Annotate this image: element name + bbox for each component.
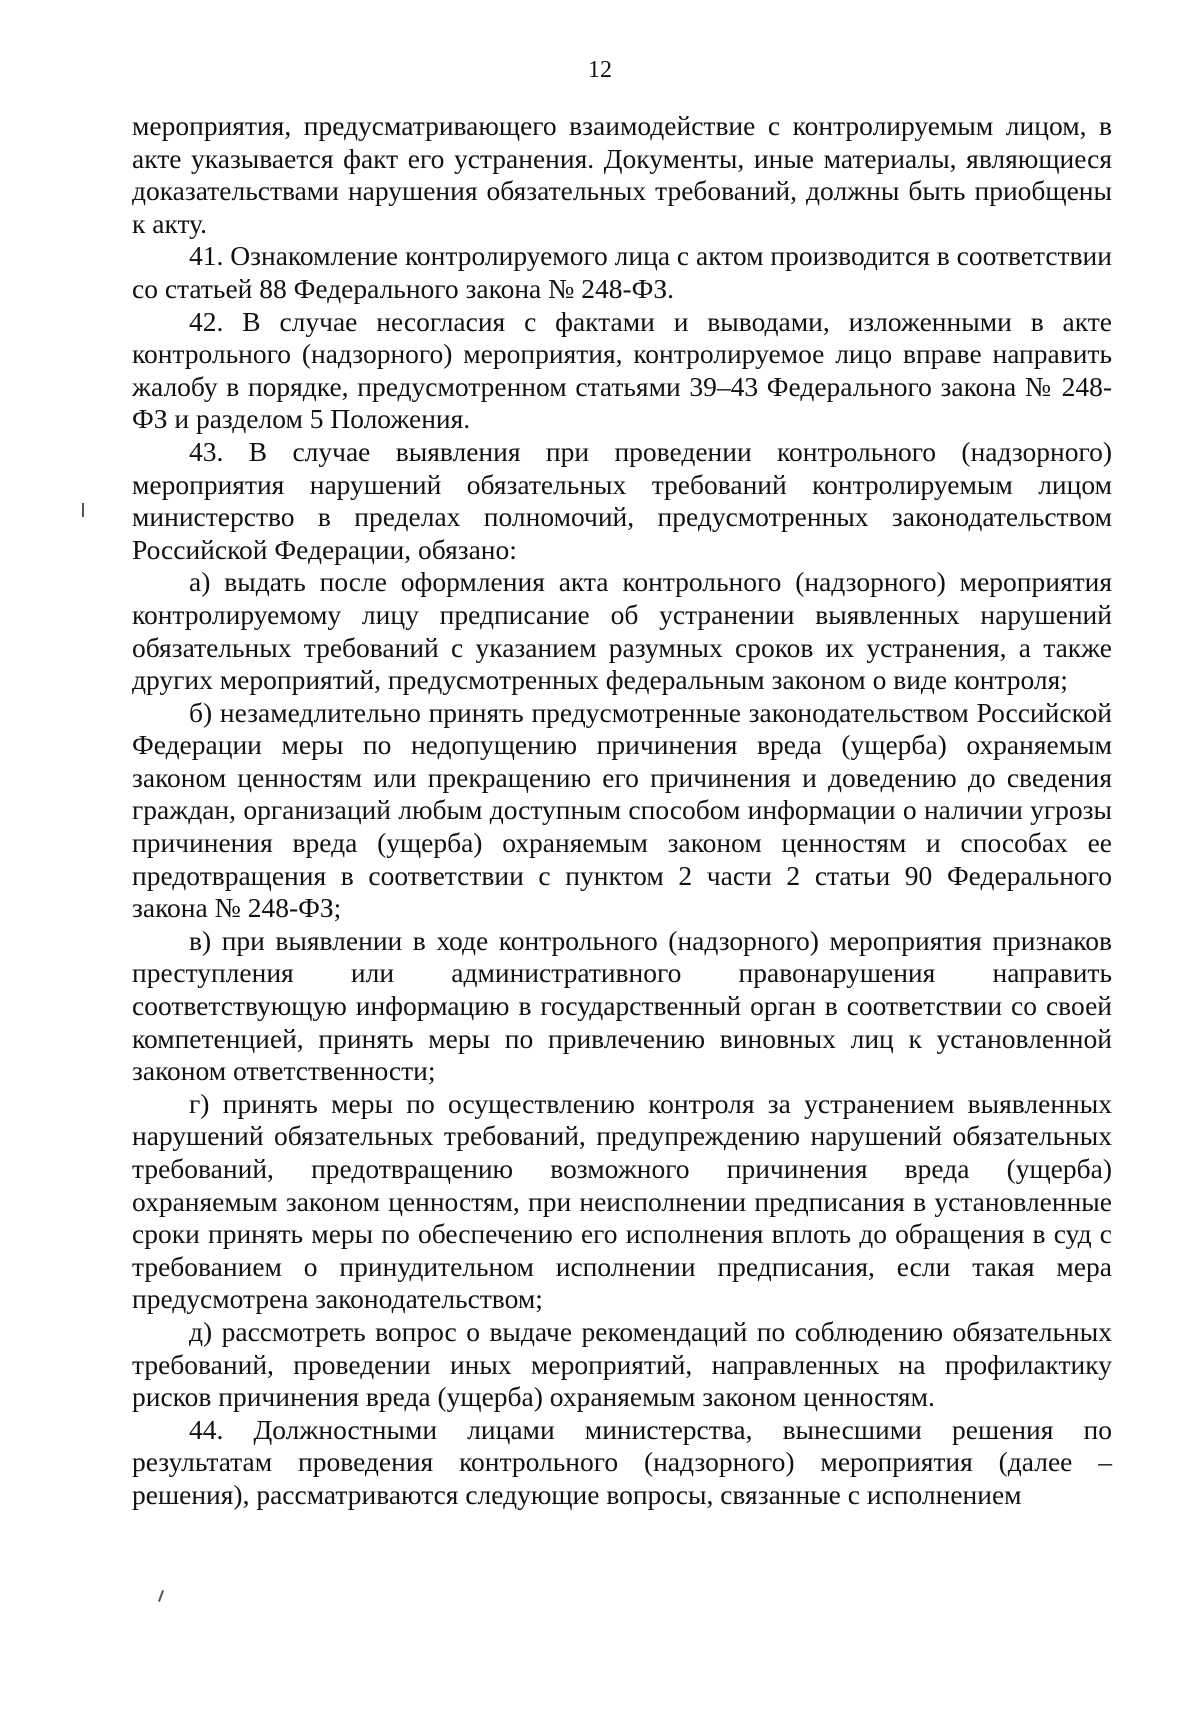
paragraph-42: 42. В случае несогласия с фактами и выводами, изложенными в акте контрольного (надзорного) мероприятия, контролируемое лицо вправе направить жалобу в порядке, предусмотренном статьями 39–43 Федерального закона № 248-ФЗ и разделом 5 Положения. bbox=[132, 305, 1112, 435]
paragraph-43-d: д) рассмотреть вопрос о выдаче рекомендаций по соблюдению обязательных требований, проведении иных мероприятий, направленных на профилактику рисков причинения вреда (ущерба) охраняемым законом ценностям. bbox=[132, 1315, 1112, 1413]
document-body bbox=[132, 110, 1112, 1512]
paragraph-43-g: г) принять меры по осуществлению контроля за устранением выявленных нарушений обязательных требований, предупреждению нарушений обязательных требований, предотвращению возможного причинения вреда (ущерба) охраняемым законом ценностям, при неисполнении предписания в установленные сроки принять меры по обеспечению его исполнения вплоть до обращения в суд с требованием о принудительном исполнении предписания, если такая мера предусмотрена законодательством; bbox=[132, 1087, 1112, 1315]
page-number: 12 bbox=[588, 57, 612, 83]
paragraph-41: 41. Ознакомление контролируемого лица с актом производится в соответствии со статьей 88 Федерального закона № 248-ФЗ. bbox=[132, 240, 1112, 304]
paragraph-43-b: б) незамедлительно принять предусмотренные законодательством Российской Федерации меры по недопущению причинения вреда (ущерба) охраняемым законом ценностям или прекращению его причинения и доведению до сведения граждан, организаций любым доступным способом информации о наличии угрозы причинения вреда (ущерба) охраняемым законом ценностям и способах ее предотвращения в соответствии с пунктом 2 части 2 статьи 90 Федерального закона № 248-ФЗ; bbox=[132, 696, 1112, 924]
paragraph-43-v: в) при выявлении в ходе контрольного (надзорного) мероприятия признаков преступления или административного правонарушения направить соответствующую информацию в государственный орган в соответствии со своей компетенцией, принять меры по привлечению виновных лиц к установленной законом ответственности; bbox=[132, 924, 1112, 1087]
paragraph-43: 43. В случае выявления при проведении контрольного (надзорного) мероприятия нарушений обязательных требований контролируемым лицом министерство в пределах полномочий, предусмотренных законодательством Российской Федерации, обязано: bbox=[132, 435, 1112, 565]
scan-mark-bottom bbox=[158, 1590, 164, 1602]
scan-mark-left bbox=[82, 503, 84, 517]
paragraph-44: 44. Должностными лицами министерства, вынесшими решения по результатам проведения контрольного (надзорного) мероприятия (далее – решения), рассматриваются следующие вопросы, связанные с исполнением bbox=[132, 1413, 1112, 1510]
paragraph-continuation: мероприятия, предусматривающего взаимодействие с контролируемым лицом, в акте указывается факт его устранения. Документы, иные материалы, являющиеся доказательствами нарушения обязательных требований, должны быть приобщены к акту. bbox=[132, 110, 1112, 239]
paragraph-43-a: а) выдать после оформления акта контрольного (надзорного) мероприятия контролируемому лицу предписание об устранении выявленных нарушений обязательных требований с указанием разумных сроков их устранения, а также других мероприятий, предусмотренных федеральным законом о виде контроля; bbox=[132, 566, 1112, 696]
